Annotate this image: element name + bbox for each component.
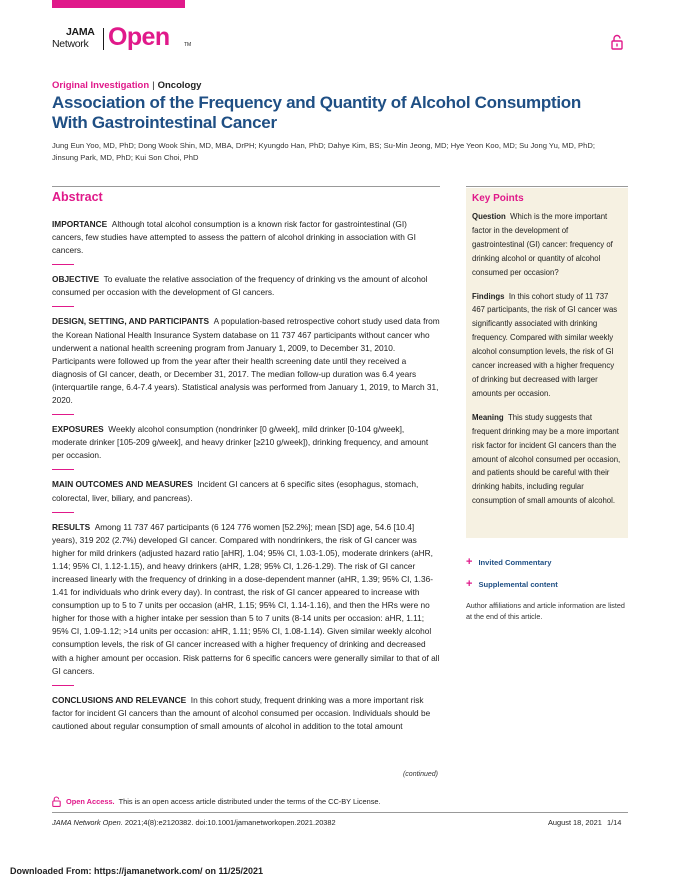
section-text: Incident GI cancers at 6 specific sites (esophagus, stomach, colorectal, liver, biliary, and pancreas). xyxy=(52,479,419,503)
section-text: Weekly alcohol consumption (nondrinker [0 g/week], mild drinker [0-104 g/week], moderate drinker [105-209 g/week], and heavy drinker [≥210 g/week]), drinking frequency, and amount per occasion. xyxy=(52,424,429,461)
section-divider xyxy=(52,264,74,265)
journal-name: JAMA Network Open. xyxy=(52,818,123,827)
page-number: 1/14 xyxy=(607,818,622,827)
article-section[interactable]: Oncology xyxy=(157,80,202,91)
download-stamp: Downloaded From: https://jamanetwork.com/ on 11/25/2021 xyxy=(10,866,264,876)
supplemental-content-label[interactable]: Supplemental content xyxy=(478,579,558,589)
key-points-box xyxy=(466,188,628,538)
open-access-label: Open Access. xyxy=(66,797,115,806)
key-point-label: Meaning xyxy=(472,412,504,422)
open-lock-icon xyxy=(611,34,623,50)
section-text: In this cohort study, frequent drinking was a more important risk factor for incident GI cancers than the amount of alcohol consumed per occasion. Individuals should be cautioned about regular consumption of small amounts of alcohol in addition to the total amount xyxy=(52,694,431,731)
section-label: OBJECTIVE xyxy=(52,274,100,285)
citation xyxy=(52,818,336,827)
abstract-design xyxy=(52,315,440,407)
section-divider xyxy=(52,512,74,513)
abstract-importance xyxy=(52,218,440,257)
invited-commentary-label[interactable]: Invited Commentary xyxy=(478,557,552,567)
supplemental-content-link[interactable] xyxy=(466,579,628,589)
invited-commentary-link[interactable] xyxy=(466,557,628,567)
logo-open-text: Open xyxy=(108,23,170,51)
article-title: Association of the Frequency and Quantity of Alcohol Consumption With Gastrointestinal Cancer xyxy=(52,93,581,132)
abstract-heading: Abstract xyxy=(52,190,103,204)
publication-date: August 18, 2021 xyxy=(548,818,602,827)
footer-rule xyxy=(52,812,628,813)
open-access-lock-icon xyxy=(52,796,61,807)
kicker-separator: | xyxy=(152,80,155,91)
section-label: RESULTS xyxy=(52,521,91,532)
key-point-meaning xyxy=(472,411,622,508)
section-text: A population-based retrospective cohort study used data from the Korean National Health Insurance System database on 11 737 467 participants without cancer who underwent a national health screening program from January 1, 2009, to December 31, 2010. Participants were followed up from the year after their health screening date until they received a diagnosis of GI cancer, death, or December 31, 2017. The median follow-up duration was 6.4 years (interquartile range, 6.4-7.4 years). Statistical analysis was performed from January 1, 2019, to March 31, 2020. xyxy=(52,316,440,406)
section-label: DESIGN, SETTING, AND PARTICIPANTS xyxy=(52,316,210,327)
affiliation-note: Author affiliations and article information are listed at the end of this article. xyxy=(466,601,625,621)
top-accent-bar xyxy=(52,0,185,8)
logo-divider xyxy=(103,28,104,50)
logo-network-text: Network xyxy=(52,38,89,50)
section-label: CONCLUSIONS AND RELEVANCE xyxy=(52,694,187,705)
key-point-text: In this cohort study of 11 737 467 participants, the risk of GI cancer was significantly associated with drinking frequency. Compared with similar weekly alcohol consumption levels, the risk of GI cancer increased with a higher frequency of drinking but decreased with larger amounts per occasion. xyxy=(472,291,618,398)
key-point-text: Which is the more important factor in the development of gastrointestinal (GI) cancer: frequency of drinking alcohol or quantity of alcohol consumed per occasion? xyxy=(472,212,613,277)
related-links xyxy=(466,557,628,601)
section-label: IMPORTANCE xyxy=(52,219,108,229)
abstract-exposures xyxy=(52,423,440,462)
logo-jama-text: JAMA xyxy=(66,26,95,38)
citation-details: 2021;4(8):e2120382. doi:10.1001/jamanetworkopen.2021.20382 xyxy=(122,818,336,827)
author-list: Jung Eun Yoo, MD, PhD; Dong Wook Shin, MD, MBA, DrPH; Kyungdo Han, PhD; Dahye Kim, BS; Su-Min Jeong, MD; Hye Yeon Koo, MD; Su Jong Yu, MD, PhD; Jinsung Park, MD, PhD; Kui Son Choi, PhD xyxy=(52,141,595,162)
logo-trademark: TM xyxy=(184,42,192,48)
abstract-outcomes xyxy=(52,478,440,504)
section-divider xyxy=(52,414,74,415)
sidebar-top-rule xyxy=(466,186,628,187)
open-access-text: This is an open access article distributed under the terms of the CC-BY License. xyxy=(118,797,381,806)
section-divider xyxy=(52,685,74,686)
section-text: Although total alcohol consumption is a known risk factor for gastrointestinal (GI) cancers, few studies have attempted to assess the pattern of alcohol drinking in association with GI cancers. xyxy=(52,219,416,256)
key-points-heading: Key Points xyxy=(472,193,524,204)
article-kicker xyxy=(52,80,201,91)
section-label: EXPOSURES xyxy=(52,424,104,435)
open-access-notice xyxy=(52,796,381,807)
section-divider xyxy=(52,306,74,307)
abstract-results xyxy=(52,521,440,678)
article-type[interactable]: Original Investigation xyxy=(52,80,150,91)
section-label: MAIN OUTCOMES AND MEASURES xyxy=(52,479,193,490)
plus-icon: + xyxy=(466,556,473,568)
abstract-top-rule xyxy=(52,186,440,187)
section-text: Among 11 737 467 participants (6 124 776 women [52.2%]; mean [SD] age, 54.6 [10.4] years), 319 202 (2.7%) developed GI cancer. Compared with nondrinkers, the risk of GI cancer was higher for mild drinkers (adjusted hazard ratio [aHR], 1.04; 95% CI, 1.03-1.05), moderate drinkers (aHR, 1.14; 95% CI, 1.12-1.15), and heavy drinkers (aHR, 1.28; 95% CI, 1.26-1.29). The risk of GI cancer increased linearly with the frequency of drinking in a dose-dependent manner (aHR, 1.39; 95% CI, 1.36-1.41 for individuals who drink every day). In contrast, the risk of GI cancer appeared to increase with consumption up to 5 to 7 units per occasion (aHR, 1.15; 95% CI, 1.14-1.16), and then the HRs were no higher for those with a higher intake per session than 5 to 7 units (8-14 units per occasion: aHR, 1.11; 95% CI, 1.09-1.12; >14 units per occasion: aHR, 1.11; 95% CI, 1.08-1.14). Given similar weekly alcohol consumption levels, the risk of GI cancer increased with a higher frequency of drinking and decreased with a higher amount per occasion. Risk patterns for 6 specific cancers were generally similar to that of all GI cancers. xyxy=(52,521,440,676)
abstract-objective xyxy=(52,273,440,299)
key-point-label: Findings xyxy=(472,291,505,301)
key-point-text: This study suggests that frequent drinking may be a more important risk factor for incident GI cancers than the amount of alcohol consumed per occasion, and patients should be careful with their drinking habits, including regular consumption of small amounts of alcohol. xyxy=(472,412,621,506)
key-point-question xyxy=(472,210,622,280)
key-point-findings xyxy=(472,290,622,401)
key-point-label: Question xyxy=(472,212,506,221)
abstract-conclusions xyxy=(52,694,440,733)
section-divider xyxy=(52,469,74,470)
abstract xyxy=(52,190,440,733)
plus-icon: + xyxy=(466,578,473,590)
continued-note: (continued) xyxy=(402,771,438,778)
section-text: To evaluate the relative association of the frequency of drinking vs the amount of alcohol consumed per occasion with the development of GI cancers. xyxy=(52,274,428,298)
